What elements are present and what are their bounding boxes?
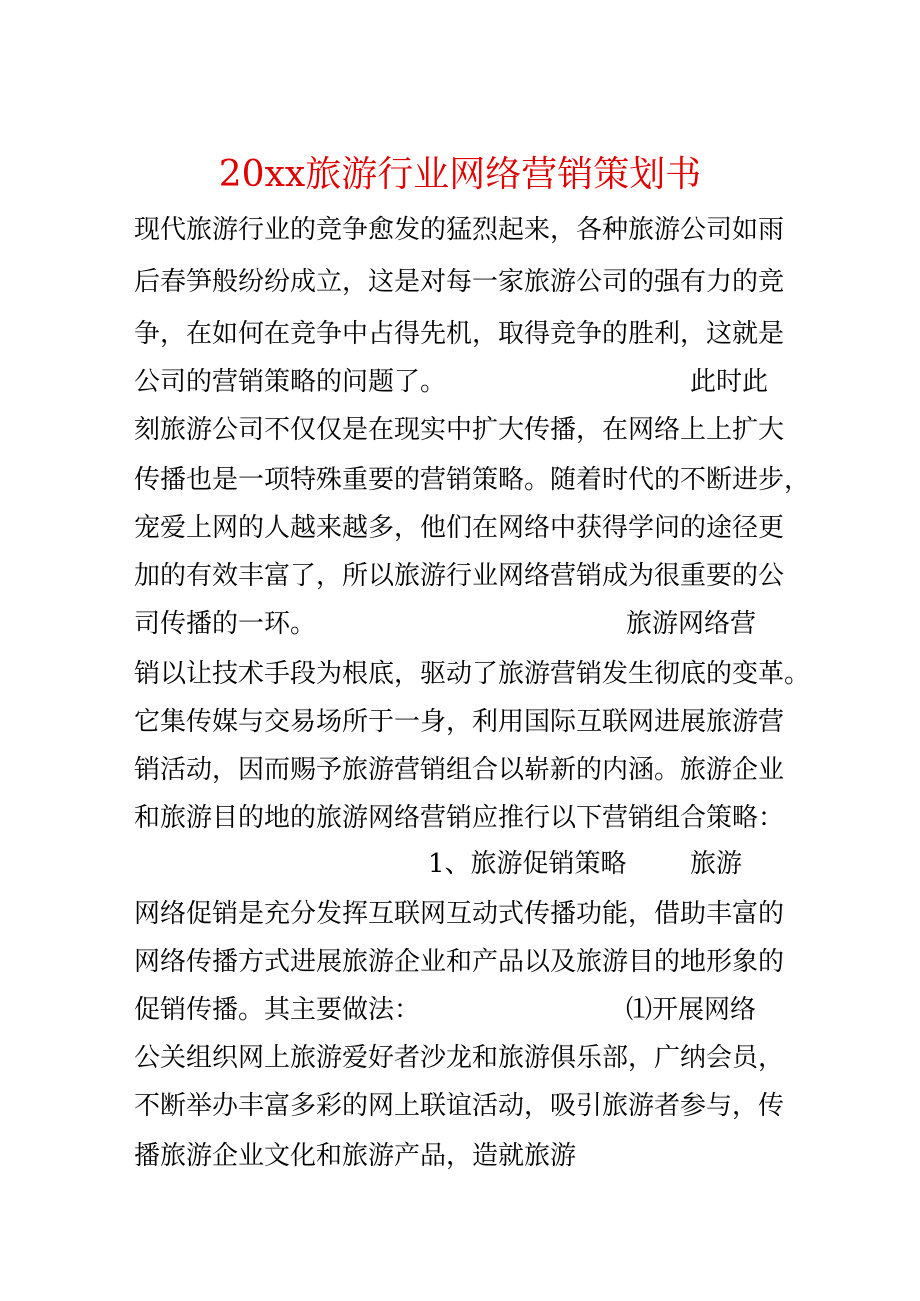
body-line: 公关组织网上旅游爱好者沙龙和旅游俱乐部，广纳会员， (134, 1043, 785, 1073)
body-line: 司传播的一环。 (134, 609, 317, 639)
body-line: 促销传播。其主要做法： (134, 995, 421, 1025)
body-line: 现代旅游行业的竞争愈发的猛烈起来，各种旅游公司如雨 (134, 215, 785, 245)
body-line: 不断举办丰富多彩的网上联谊活动，吸引旅游者参与，传 (134, 1091, 785, 1121)
body-fragment: 旅游网络营 (626, 609, 757, 639)
document-title: 20xx旅游行业网络营销策划书 (218, 154, 702, 195)
body-line: 销以让技术手段为根底，驱动了旅游营销发生彻底的变革。 (134, 659, 811, 689)
body-line: 宠爱上网的人越来越多，他们在网络中获得学问的途径更 (134, 513, 785, 543)
body-line: 网络促销是充分发挥互联网互动式传播功能，借助丰富的 (134, 899, 785, 929)
body-line: 网络传播方式进展旅游企业和产品以及旅游目的地形象的 (134, 947, 785, 977)
body-line: 公司的营销策略的问题了。 (134, 367, 447, 397)
body-fragment: 此时此 (690, 367, 769, 397)
body-line: 加的有效丰富了，所以旅游行业网络营销成为很重要的公 (134, 561, 785, 591)
body-fragment: 旅游 (690, 849, 743, 879)
body-fragment: ⑴开展网络 (626, 995, 757, 1025)
body-line: 后春笋般纷纷成立，这是对每一家旅游公司的强有力的竞 (134, 267, 785, 297)
body-line: 播旅游企业文化和旅游产品，造就旅游 (134, 1141, 577, 1171)
section-heading: 1、旅游促销策略 (428, 849, 627, 879)
body-line: 传播也是一项特殊重要的营销策略。随着时代的不断进步， (134, 465, 811, 495)
body-line: 销活动，因而赐予旅游营销组合以崭新的内涵。旅游企业 (134, 755, 785, 785)
body-line: 它集传媒与交易场所于一身，利用国际互联网进展旅游营 (134, 707, 785, 737)
body-line: 和旅游目的地的旅游网络营销应推行以下营销组合策略： (134, 803, 785, 833)
body-line: 争，在如何在竞争中占得先机，取得竞争的胜利，这就是 (134, 319, 785, 349)
body-line: 刻旅游公司不仅仅是在现实中扩大传播，在网络上上扩大 (134, 415, 785, 445)
